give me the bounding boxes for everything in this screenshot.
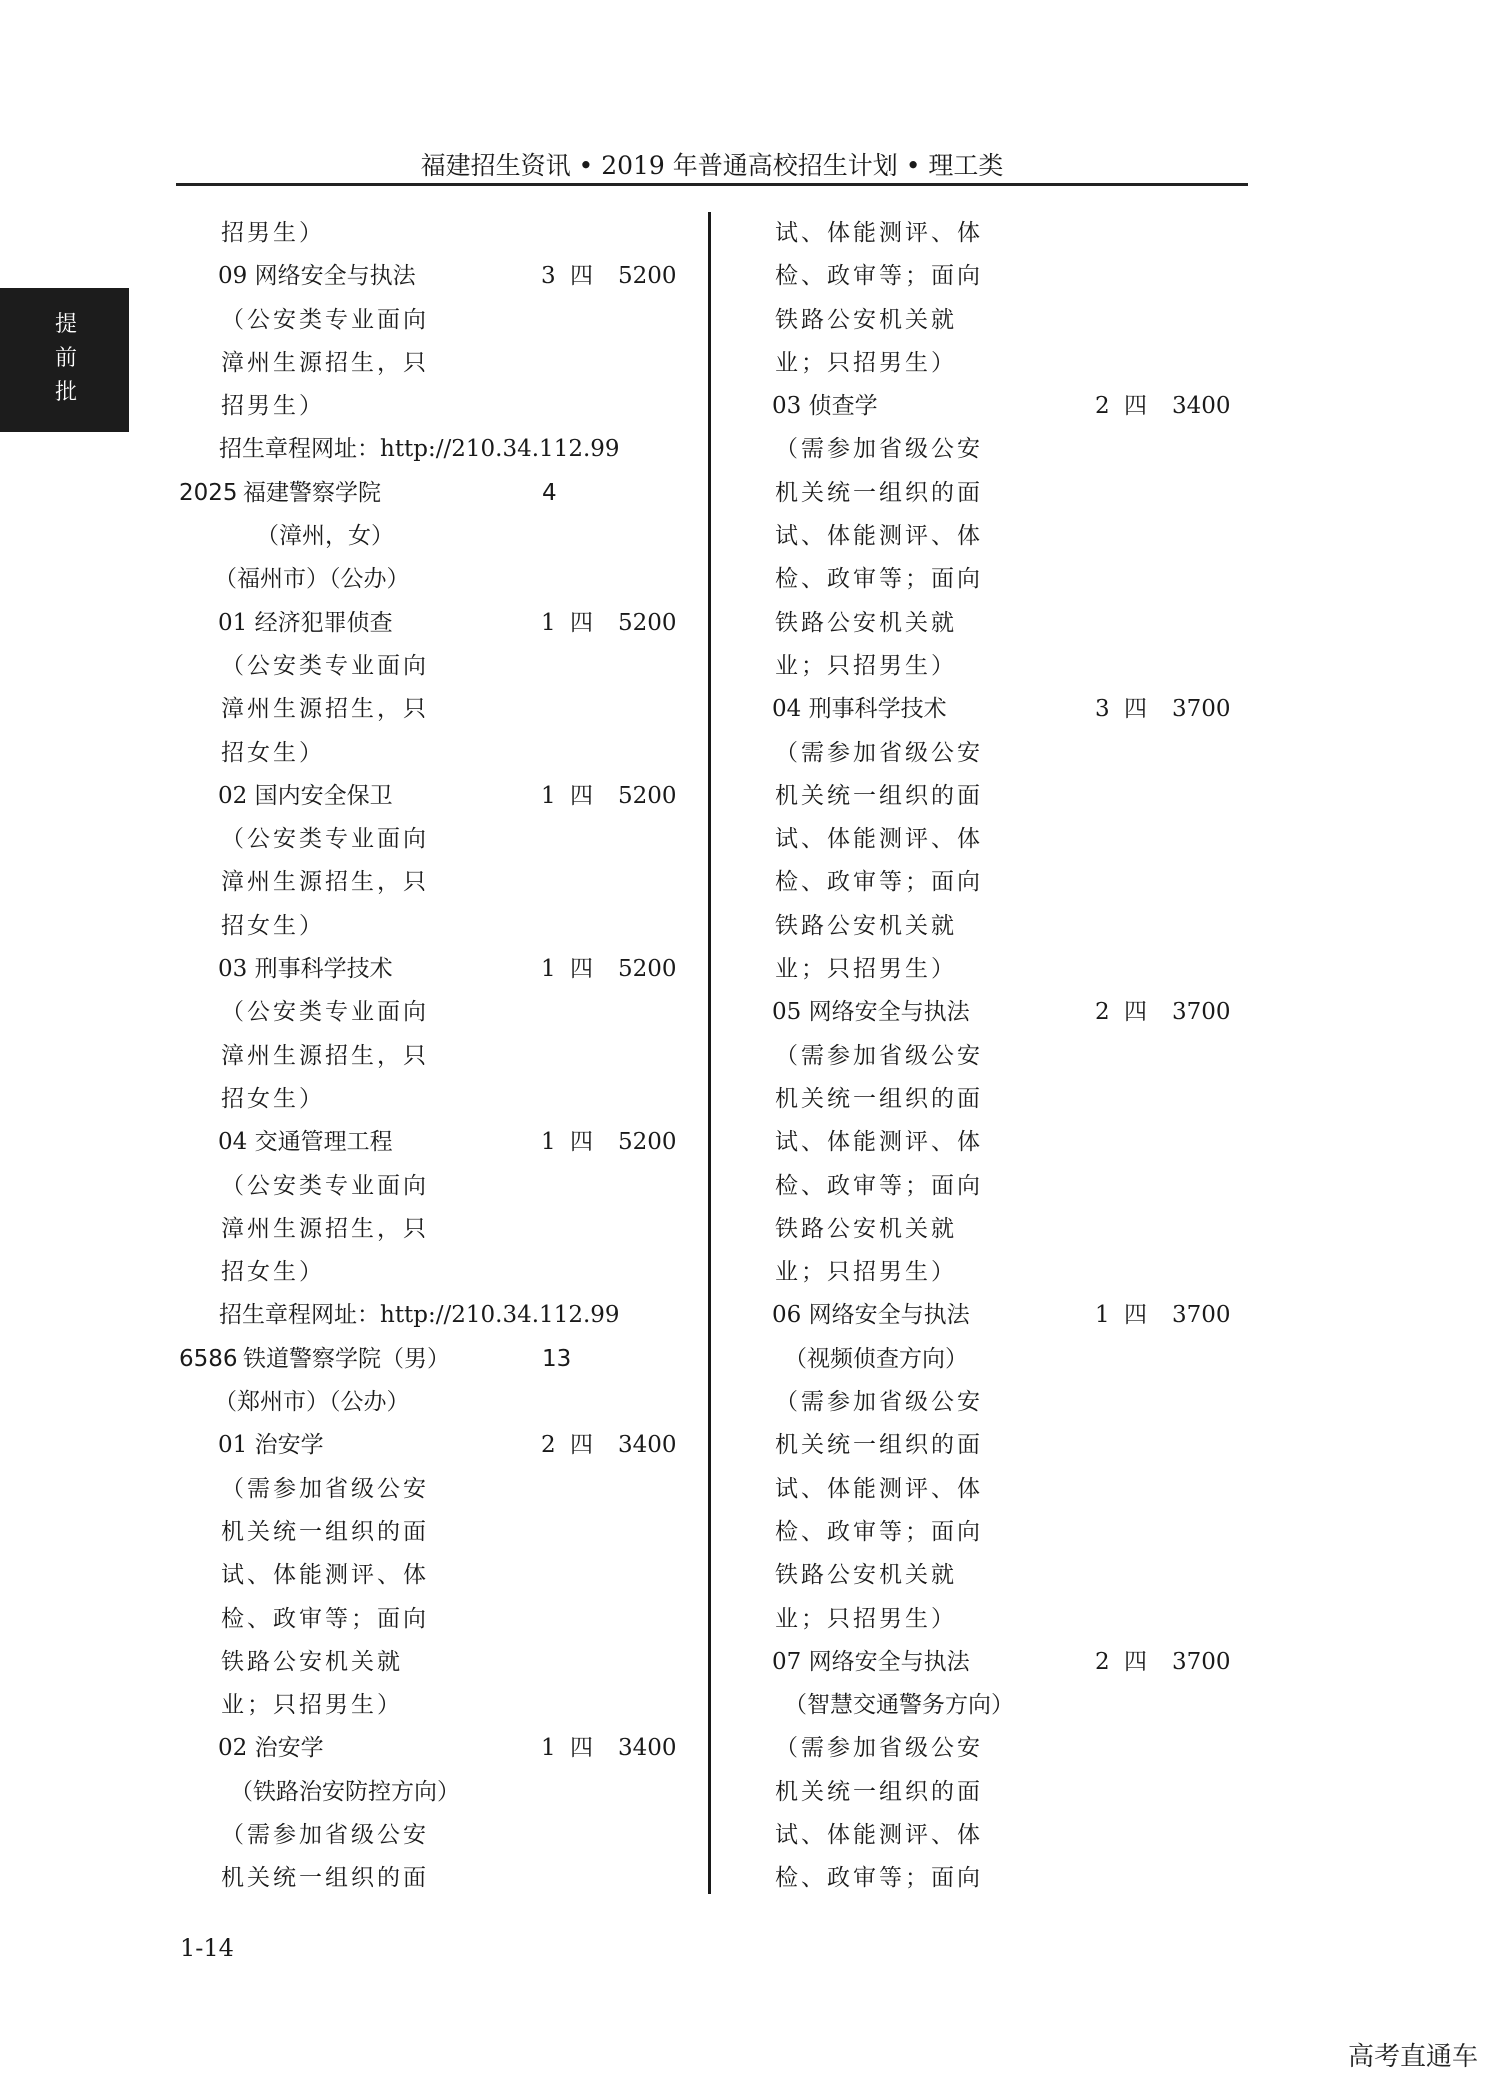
major-count: 1 xyxy=(541,609,556,636)
remark-text: （需参加省级公安 xyxy=(775,1389,983,1416)
loc-text: （郑州市）（公办） xyxy=(214,1389,410,1416)
line-note xyxy=(176,342,696,385)
remark-text: 试、体能测评、体 xyxy=(775,1475,983,1502)
remark-text: 机关统一组织的面 xyxy=(775,1778,983,1805)
line-note xyxy=(730,775,1250,818)
major-name: 02 国内安全保卫 xyxy=(218,782,393,809)
line-dir xyxy=(730,1338,1250,1381)
line-note xyxy=(730,1424,1250,1467)
major-count: 1 xyxy=(1095,1302,1110,1329)
remark-text: 检、政审等；面向 xyxy=(775,1518,983,1545)
line-note xyxy=(730,342,1250,385)
remark-text: （需参加省级公安 xyxy=(775,739,983,766)
side-tab-char: 提 xyxy=(54,312,77,337)
line-note xyxy=(730,1208,1250,1251)
remark-text: （公安类专业面向 xyxy=(221,306,429,333)
remark-text: 试、体能测评、体 xyxy=(221,1562,429,1589)
line-major xyxy=(176,602,696,645)
major-count: 3 xyxy=(541,263,556,290)
major-count: 1 xyxy=(541,782,556,809)
major-years: 四 xyxy=(1124,1648,1147,1675)
school-code: 6586 xyxy=(179,1345,238,1372)
remark-text: 试、体能测评、体 xyxy=(775,1821,983,1848)
line-major xyxy=(176,1727,696,1770)
major-count: 1 xyxy=(541,956,556,983)
dir-text: （铁路治安防控方向） xyxy=(230,1778,460,1805)
remark-text: （公安类专业面向 xyxy=(221,999,429,1026)
major-name: 03 刑事科学技术 xyxy=(218,956,393,983)
major-count: 2 xyxy=(1095,1648,1110,1675)
line-note xyxy=(730,948,1250,991)
section-side-tab xyxy=(0,288,129,432)
line-note xyxy=(176,385,696,428)
line-note xyxy=(730,1468,1250,1511)
line-note xyxy=(176,1078,696,1121)
major-name: 09 网络安全与执法 xyxy=(218,263,416,290)
remark-text: 漳州生源招生，只 xyxy=(221,869,429,896)
major-fee: 5200 xyxy=(618,1129,677,1156)
remark-text: 铁路公安机关就 xyxy=(775,1215,957,1242)
remark-text: 检、政审等；面向 xyxy=(775,869,983,896)
line-note xyxy=(730,1251,1250,1294)
remark-text: （需参加省级公安 xyxy=(221,1475,429,1502)
major-fee: 5200 xyxy=(618,609,677,636)
line-note xyxy=(730,255,1250,298)
major-years: 四 xyxy=(570,1735,593,1762)
line-note xyxy=(730,1814,1250,1857)
major-fee: 5200 xyxy=(618,263,677,290)
line-note xyxy=(176,1857,696,1900)
line-major xyxy=(176,775,696,818)
remark-text: （公安类专业面向 xyxy=(221,826,429,853)
line-note xyxy=(730,212,1250,255)
school-total: 13 xyxy=(542,1345,572,1372)
major-fee: 5200 xyxy=(618,956,677,983)
line-note xyxy=(730,428,1250,471)
header-rule xyxy=(176,183,1248,186)
line-note xyxy=(176,1598,696,1641)
major-years: 四 xyxy=(1124,696,1147,723)
line-note xyxy=(730,1078,1250,1121)
major-name: 07 网络安全与执法 xyxy=(772,1648,970,1675)
line-note xyxy=(176,732,696,775)
line-note xyxy=(176,212,696,255)
line-school xyxy=(176,472,696,515)
remark-text: 漳州生源招生，只 xyxy=(221,696,429,723)
major-name: 04 交通管理工程 xyxy=(218,1129,393,1156)
line-note xyxy=(730,1771,1250,1814)
major-years: 四 xyxy=(570,782,593,809)
remark-text: 铁路公安机关就 xyxy=(775,609,957,636)
line-note xyxy=(176,1035,696,1078)
major-years: 四 xyxy=(1124,393,1147,420)
remark-text: （公安类专业面向 xyxy=(221,652,429,679)
line-note xyxy=(176,905,696,948)
major-fee: 3700 xyxy=(1172,696,1231,723)
major-count: 1 xyxy=(541,1129,556,1156)
line-note xyxy=(730,905,1250,948)
major-years: 四 xyxy=(1124,1302,1147,1329)
line-note xyxy=(176,1641,696,1684)
line-note xyxy=(176,1165,696,1208)
remark-text: 检、政审等；面向 xyxy=(775,1172,983,1199)
side-tab-char: 批 xyxy=(54,380,77,405)
column-divider xyxy=(708,212,711,1894)
line-note xyxy=(730,1121,1250,1164)
remark-text: 检、政审等；面向 xyxy=(221,1605,429,1632)
remark-text: （需参加省级公安 xyxy=(775,436,983,463)
line-note xyxy=(176,1251,696,1294)
school-total: 4 xyxy=(542,479,557,506)
remark-text: 招女生） xyxy=(221,739,325,766)
line-major xyxy=(730,1641,1250,1684)
remark-text: 机关统一组织的面 xyxy=(221,1518,429,1545)
line-note xyxy=(730,558,1250,601)
line-note xyxy=(176,645,696,688)
remark-text: 试、体能测评、体 xyxy=(775,826,983,853)
line-loc xyxy=(176,558,696,601)
remark-text: 业；只招男生） xyxy=(775,349,957,376)
major-name: 01 经济犯罪侦查 xyxy=(218,609,393,636)
major-years: 四 xyxy=(570,1129,593,1156)
major-years: 四 xyxy=(570,1432,593,1459)
line-note xyxy=(730,602,1250,645)
major-fee: 3400 xyxy=(618,1735,677,1762)
line-note xyxy=(730,1857,1250,1900)
major-name: 06 网络安全与执法 xyxy=(772,1302,970,1329)
school-code: 2025 xyxy=(179,479,238,506)
major-years: 四 xyxy=(570,956,593,983)
line-major xyxy=(730,1294,1250,1337)
dir-text: （视频侦查方向） xyxy=(784,1345,968,1372)
major-name: 01 治安学 xyxy=(218,1432,324,1459)
remark-text: 试、体能测评、体 xyxy=(775,1129,983,1156)
line-school_sub xyxy=(176,515,696,558)
line-note xyxy=(730,732,1250,775)
remark-text: 招女生） xyxy=(221,1259,325,1286)
line-note xyxy=(730,1035,1250,1078)
line-major xyxy=(176,255,696,298)
line-note xyxy=(730,1381,1250,1424)
line-note xyxy=(176,1814,696,1857)
line-url xyxy=(176,428,696,471)
line-school xyxy=(176,1338,696,1381)
remark-text: 漳州生源招生，只 xyxy=(221,349,429,376)
remark-text: 机关统一组织的面 xyxy=(775,479,983,506)
line-note xyxy=(730,818,1250,861)
line-note xyxy=(730,861,1250,904)
major-name: 02 治安学 xyxy=(218,1735,324,1762)
major-count: 2 xyxy=(1095,393,1110,420)
line-note xyxy=(176,1684,696,1727)
watermark: 高考直通车 xyxy=(1347,2042,1478,2072)
line-note xyxy=(176,991,696,1034)
line-note xyxy=(730,299,1250,342)
line-url xyxy=(176,1294,696,1337)
remark-text: 机关统一组织的面 xyxy=(775,1085,983,1112)
line-note xyxy=(730,645,1250,688)
url-text: 招生章程网址：http://210.34.112.99 xyxy=(219,436,620,463)
remark-text: 检、政审等；面向 xyxy=(775,1865,983,1892)
line-major xyxy=(730,688,1250,731)
remark-text: 铁路公安机关就 xyxy=(775,912,957,939)
school-name: 福建警察学院 xyxy=(243,479,381,506)
line-note xyxy=(176,818,696,861)
page-header-title: 福建招生资讯 • 2019 年普通高校招生计划 • 理工类 xyxy=(420,151,1004,180)
major-years: 四 xyxy=(1124,999,1147,1026)
remark-text: 招女生） xyxy=(221,1085,325,1112)
remark-text: 业；只招男生） xyxy=(775,1605,957,1632)
line-note xyxy=(176,299,696,342)
major-name: 05 网络安全与执法 xyxy=(772,999,970,1026)
major-count: 2 xyxy=(1095,999,1110,1026)
school-name: 铁道警察学院（男） xyxy=(243,1345,450,1372)
remark-text: 招女生） xyxy=(221,912,325,939)
line-major xyxy=(176,948,696,991)
major-years: 四 xyxy=(570,609,593,636)
remark-text: 漳州生源招生，只 xyxy=(221,1215,429,1242)
major-fee: 3700 xyxy=(1172,1302,1231,1329)
major-years: 四 xyxy=(570,263,593,290)
remark-text: 业；只招男生） xyxy=(221,1692,403,1719)
remark-text: 招男生） xyxy=(221,393,325,420)
major-count: 3 xyxy=(1095,696,1110,723)
line-note xyxy=(176,688,696,731)
major-fee: 3400 xyxy=(1172,393,1231,420)
major-fee: 5200 xyxy=(618,782,677,809)
major-name: 04 刑事科学技术 xyxy=(772,696,947,723)
school-subtitle: （漳州，女） xyxy=(256,523,394,550)
url-text: 招生章程网址：http://210.34.112.99 xyxy=(219,1302,620,1329)
remark-text: 漳州生源招生，只 xyxy=(221,1042,429,1069)
page-number: 1-14 xyxy=(180,1934,234,1962)
remark-text: 业；只招男生） xyxy=(775,956,957,983)
line-note xyxy=(730,1554,1250,1597)
major-count: 2 xyxy=(541,1432,556,1459)
line-note xyxy=(730,1598,1250,1641)
remark-text: 机关统一组织的面 xyxy=(775,782,983,809)
line-note xyxy=(176,861,696,904)
line-note xyxy=(176,1208,696,1251)
remark-text: （需参加省级公安 xyxy=(221,1821,429,1848)
right-column xyxy=(730,212,1250,1901)
line-note xyxy=(730,1511,1250,1554)
remark-text: 铁路公安机关就 xyxy=(775,306,957,333)
line-major xyxy=(730,991,1250,1034)
major-count: 1 xyxy=(541,1735,556,1762)
dir-text: （智慧交通警务方向） xyxy=(784,1692,1014,1719)
remark-text: （需参加省级公安 xyxy=(775,1042,983,1069)
line-major xyxy=(730,385,1250,428)
line-loc xyxy=(176,1381,696,1424)
remark-text: 业；只招男生） xyxy=(775,1259,957,1286)
remark-text: 招男生） xyxy=(221,220,325,246)
remark-text: （需参加省级公安 xyxy=(775,1735,983,1762)
line-dir xyxy=(730,1684,1250,1727)
line-note xyxy=(176,1554,696,1597)
line-note xyxy=(730,515,1250,558)
remark-text: 铁路公安机关就 xyxy=(221,1648,403,1675)
line-note xyxy=(730,1165,1250,1208)
line-note xyxy=(730,472,1250,515)
line-major xyxy=(176,1121,696,1164)
remark-text: 铁路公安机关就 xyxy=(775,1562,957,1589)
major-fee: 3700 xyxy=(1172,1648,1231,1675)
loc-text: （福州市）（公办） xyxy=(214,566,410,593)
remark-text: 业；只招男生） xyxy=(775,652,957,679)
remark-text: 试、体能测评、体 xyxy=(775,523,983,550)
line-major xyxy=(176,1424,696,1467)
remark-text: 试、体能测评、体 xyxy=(775,220,983,246)
major-name: 03 侦查学 xyxy=(772,393,878,420)
remark-text: 机关统一组织的面 xyxy=(221,1865,429,1892)
remark-text: 机关统一组织的面 xyxy=(775,1432,983,1459)
line-dir xyxy=(176,1771,696,1814)
line-note xyxy=(730,1727,1250,1770)
line-note xyxy=(176,1468,696,1511)
major-fee: 3400 xyxy=(618,1432,677,1459)
remark-text: 检、政审等；面向 xyxy=(775,566,983,593)
line-note xyxy=(176,1511,696,1554)
major-fee: 3700 xyxy=(1172,999,1231,1026)
side-tab-char: 前 xyxy=(54,346,77,371)
remark-text: （公安类专业面向 xyxy=(221,1172,429,1199)
remark-text: 检、政审等；面向 xyxy=(775,263,983,290)
left-column xyxy=(176,212,696,1901)
